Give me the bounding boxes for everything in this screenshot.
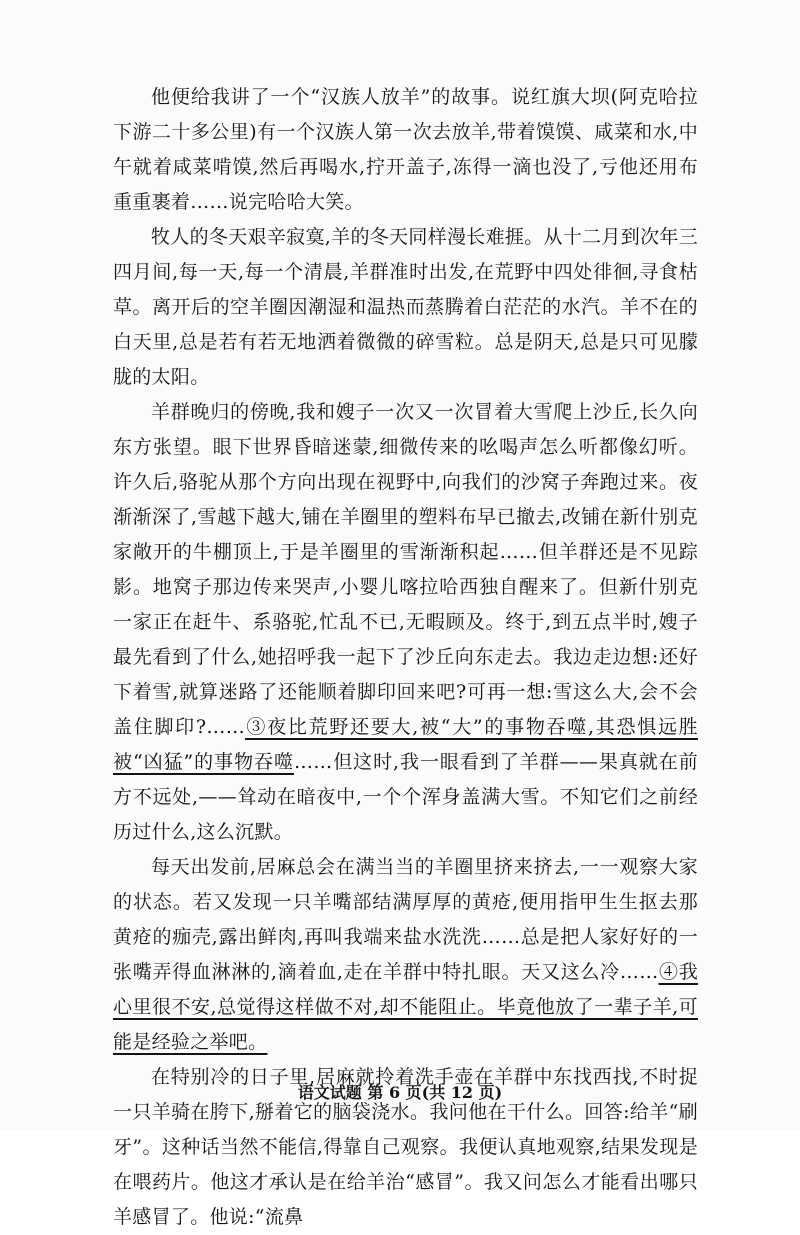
paragraph-3-text-a: 羊群晚归的傍晚,我和嫂子一次又一次冒着大雪爬上沙丘,长久向东方张望。眼下世界昏暗迷蒙,细微传来的吆喝声怎么听都像幻听。许久后,骆驼从那个方向出现在视野中,向我们的沙窝子奔跑过来。夜渐渐深了,雪越下越大,铺在羊圈里的塑料布早已撤去,改铺在新什别克家敞开的牛棚顶上,于是羊圈里的雪渐渐积起……但羊群还是不见踪影。地窝子那边传来哭声,小婴儿喀拉哈西独自醒来了。但新什别克一家正在赶牛、系骆驼,忙乱不已,无暇顾及。终于,到五点半时,嫂子最先看到了什么,她招呼我一起下了沙丘向东走去。我边走边想:还好下着雪,就算迷路了还能顺着脚印回来吧?可再一想:雪这么大,会不会盖住脚印?…… xyxy=(113,401,698,738)
paragraph-4-text-a: 每天出发前,居麻总会在满当当的羊圈里挤来挤去,一一观察大家的状态。若又发现一只羊嘴部结满厚厚的黄疮,便用指甲生生抠去那黄疮的痂壳,露出鲜肉,再叫我端来盐水洗洗……总是把人家好好的一张嘴弄得血淋淋的,滴着血,走在羊群中特扎眼。天又这么冷…… xyxy=(113,856,698,983)
paragraph-2 xyxy=(113,220,698,395)
paragraph-3 xyxy=(113,395,698,850)
paragraph-3-text-b: ……但这时,我一眼看到了羊群——果真就在前方不远处,——耸动在暗夜中,一个个浑身盖满大雪。不知它们之前经历过什么,这么沉默。 xyxy=(113,751,698,843)
paragraph-5-text: 在特别冷的日子里,居麻就拎着洗手壶在羊群中东找西找,不时捉一只羊骑在胯下,掰着它的脑袋浇水。我问他在干什么。回答:给羊“刷牙”。这种话当然不能信,得靠自己观察。我便认真地观察,结果发现是在喂药片。他这才承认是在给羊治“感冒”。我又问怎么才能看出哪只羊感冒了。他说:“流鼻 xyxy=(113,1066,698,1228)
paragraph-1-text: 他便给我讲了一个“汉族人放羊”的故事。说红旗大坝(阿克哈拉下游二十多公里)有一个汉族人第一次去放羊,带着馍馍、咸菜和水,中午就着咸菜啃馍,然后再喝水,拧开盖子,冻得一滴也没了,亏他还用布重重裹着……说完哈哈大笑。 xyxy=(113,86,698,213)
paragraph-2-text: 牧人的冬天艰辛寂寞,羊的冬天同样漫长难捱。从十二月到次年三四月间,每一天,每一个清晨,羊群准时出发,在荒野中四处徘徊,寻食枯草。离开后的空羊圈因潮湿和温热而蒸腾着白茫茫的水汽。羊不在的白天里,总是若有若无地洒着微微的碎雪粒。总是阴天,总是只可见朦胧的太阳。 xyxy=(113,226,698,388)
underlined-sentence-4: ④我心里很不安,总觉得这样做不对,却不能阻止。毕竟他放了一辈子羊,可能是经验之举吧。 xyxy=(113,961,699,1053)
underlined-sentence-3: ③夜比荒野还要大,被“大”的事物吞噬,其恐惧远胜被“凶猛”的事物吞噬 xyxy=(113,716,698,773)
paragraph-1 xyxy=(113,80,698,220)
paragraph-4 xyxy=(113,850,698,1060)
body-text xyxy=(113,80,698,1235)
page-footer: 语文试题 第 6 页(共 12 页) xyxy=(297,1083,503,1102)
